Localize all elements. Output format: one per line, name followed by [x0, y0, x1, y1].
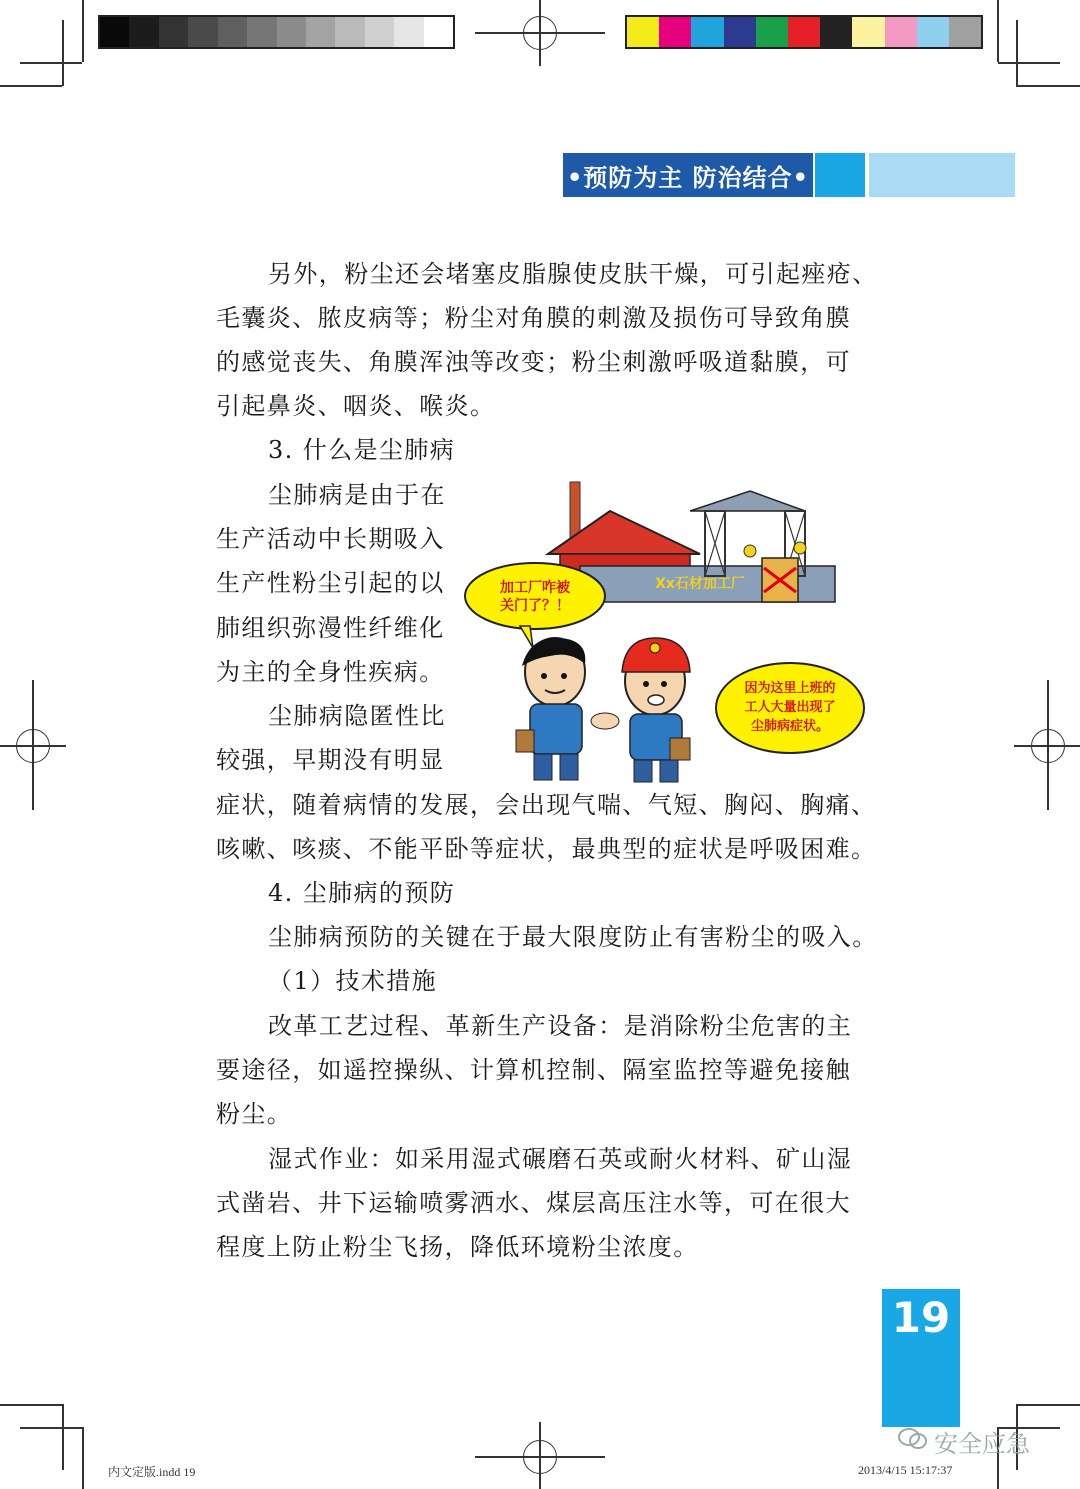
color-swatch	[394, 17, 423, 47]
banner-accent-block	[815, 153, 865, 197]
bubble-right-line3: 尘肺病症状。	[750, 719, 830, 734]
body-line: 式凿岩、井下运输喷雾洒水、煤层高压注水等，可在很大	[216, 1189, 851, 1217]
color-swatch	[335, 17, 364, 47]
body-line: 较强，早期没有明显	[216, 746, 445, 774]
body-line: 的感觉丧失、角膜浑浊等改变；粉尘刺激呼吸道黏膜，可	[216, 348, 851, 376]
crop-mark	[20, 1427, 82, 1429]
crop-mark	[1016, 85, 1080, 87]
illustration-closed-factory	[460, 476, 870, 786]
crop-mark	[1016, 20, 1018, 86]
color-swatch	[424, 17, 453, 47]
color-swatch	[885, 17, 917, 47]
grayscale-calibration-bar	[98, 15, 455, 49]
body-line: 为主的全身性疾病。	[216, 658, 445, 686]
body-line: 程度上防止粉尘飞扬，降低环境粉尘浓度。	[216, 1233, 699, 1261]
body-line: 尘肺病预防的关键在于最大限度防止有害粉尘的吸入。	[268, 923, 878, 951]
bubble-left-line1: 加工厂咋被	[500, 580, 570, 596]
crop-mark	[0, 85, 62, 87]
body-line: 要途径，如遥控操纵、计算机控制、隔室监控等避免接触	[216, 1056, 851, 1084]
banner-light-block	[869, 153, 1015, 197]
section-heading: 4. 尘肺病的预防	[268, 879, 456, 907]
watermark	[898, 1424, 1030, 1459]
color-swatch	[724, 17, 756, 47]
chat-icon	[898, 1427, 928, 1457]
subsection-heading: （1）技术措施	[268, 967, 438, 995]
color-swatch	[949, 17, 981, 47]
worker-figure-left	[516, 638, 585, 780]
body-line: 毛囊炎、脓皮病等；粉尘对角膜的刺激及损伤可导致角膜	[216, 304, 851, 332]
body-line: 咳嗽、咳痰、不能平卧等症状，最典型的症状是呼吸困难。	[216, 835, 877, 863]
color-swatch	[627, 17, 659, 47]
color-swatch	[917, 17, 949, 47]
crop-mark	[998, 62, 1060, 64]
worker-figure-right	[591, 638, 690, 782]
crop-mark	[62, 20, 64, 86]
color-swatch	[188, 17, 217, 47]
body-line: 改革工艺过程、革新生产设备：是消除粉尘危害的主	[268, 1012, 853, 1040]
crop-mark	[1016, 1404, 1080, 1406]
crop-mark	[62, 1404, 64, 1470]
body-line: 生产活动中长期吸入	[216, 525, 445, 553]
body-line: 粉尘。	[216, 1100, 293, 1128]
color-swatch	[852, 17, 884, 47]
body-line: 另外，粉尘还会堵塞皮脂腺使皮肤干燥，可引起痤疮、	[268, 260, 878, 288]
chapter-banner: •预防为主 防治结合•	[563, 153, 813, 197]
footer-timestamp: 2013/4/15 15:17:37	[858, 1463, 953, 1477]
crop-mark	[0, 1404, 62, 1406]
factory-sign: Xx石材加工厂	[655, 576, 745, 592]
bubble-right-line1: 因为这里上班的	[744, 681, 836, 696]
color-swatch	[306, 17, 335, 47]
crop-mark	[997, 0, 999, 62]
body-line: 生产性粉尘引起的以	[216, 569, 445, 597]
color-swatch	[247, 17, 276, 47]
crop-mark	[82, 0, 84, 62]
color-swatch	[820, 17, 852, 47]
color-swatch	[756, 17, 788, 47]
color-swatch	[691, 17, 723, 47]
body-line: 湿式作业：如采用湿式碾磨石英或耐火材料、矿山湿	[268, 1145, 853, 1173]
body-line: 引起鼻炎、咽炎、喉炎。	[216, 392, 496, 420]
color-swatch	[277, 17, 306, 47]
bubble-left-line2: 关门了？！	[500, 598, 570, 614]
color-swatch	[365, 17, 394, 47]
color-calibration-bar	[625, 15, 983, 49]
color-swatch	[659, 17, 691, 47]
color-swatch	[100, 17, 129, 47]
crop-mark	[20, 62, 82, 64]
page-number: 19	[891, 1293, 951, 1342]
color-swatch	[218, 17, 247, 47]
bubble-right-line2: 工人大量出现了	[744, 700, 836, 715]
color-swatch	[129, 17, 158, 47]
section-heading: 3. 什么是尘肺病	[268, 436, 456, 464]
footer-filename: 内文定版.indd 19	[108, 1465, 196, 1479]
body-line: 肺组织弥漫性纤维化	[216, 614, 445, 642]
watermark-text: 安全应急	[934, 1430, 1030, 1458]
color-swatch	[788, 17, 820, 47]
body-line: 尘肺病是由于在	[268, 481, 446, 509]
crop-mark	[82, 1427, 84, 1489]
body-line: 症状，随着病情的发展，会出现气喘、气短、胸闷、胸痛、	[216, 791, 877, 819]
body-line: 尘肺病隐匿性比	[268, 702, 446, 730]
color-swatch	[159, 17, 188, 47]
